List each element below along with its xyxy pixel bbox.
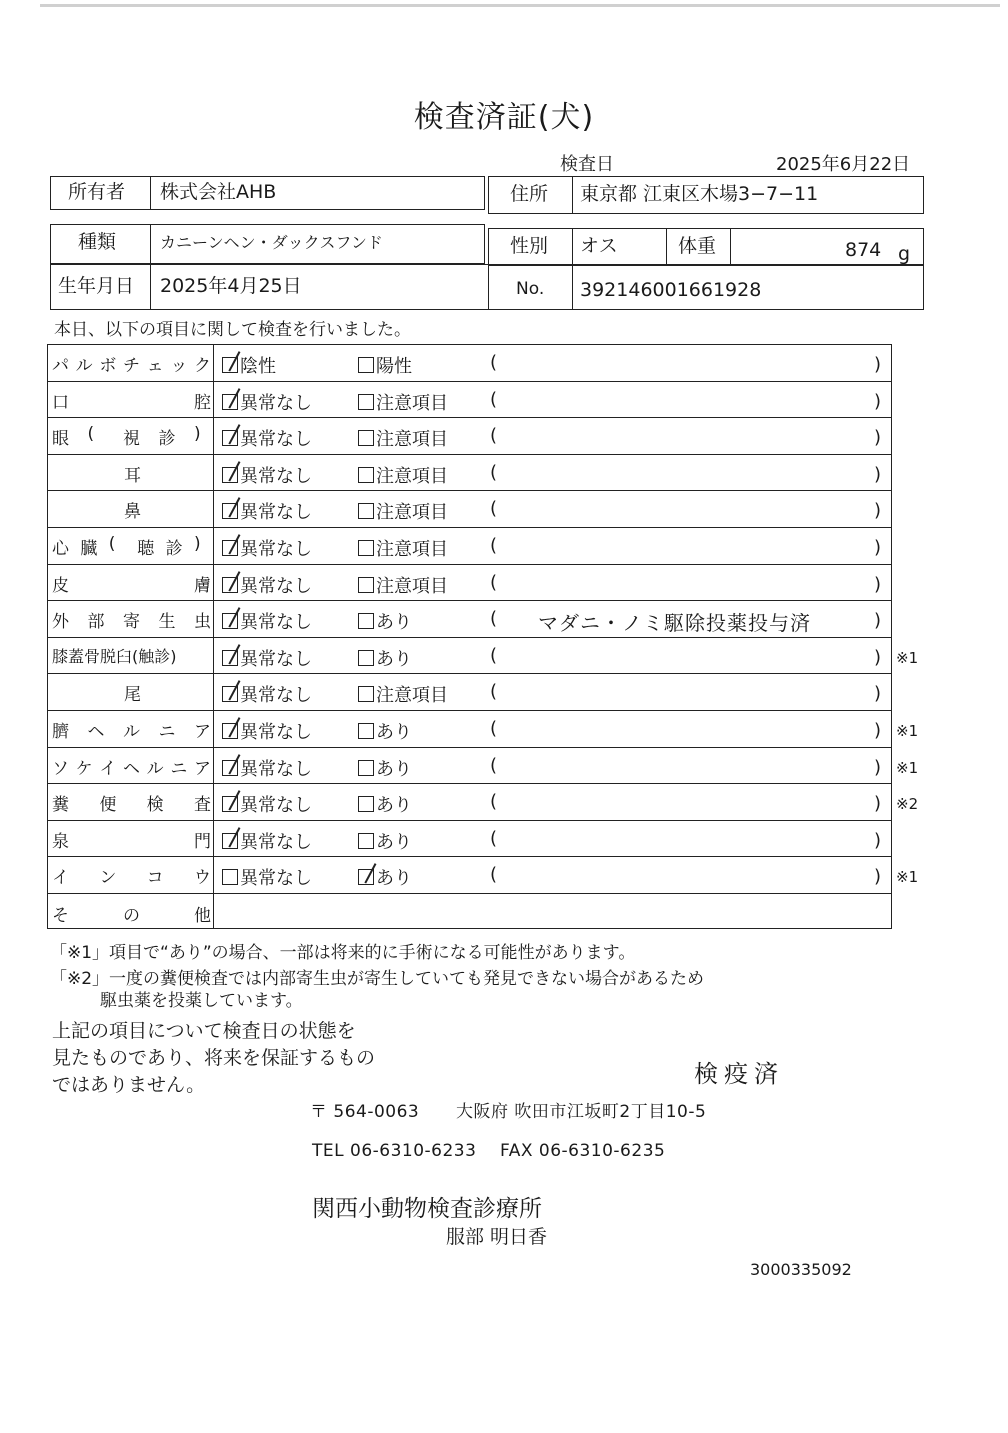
option-label: 陰性	[240, 356, 276, 377]
paren-close: )	[874, 427, 882, 449]
paren-open: (	[490, 498, 498, 520]
grid-row-line	[47, 673, 892, 674]
item-label-glyphs: 眼 ( 視 診 )	[52, 424, 201, 450]
paren-open: (	[490, 388, 498, 410]
divider	[730, 228, 731, 266]
vet-name: 服部 明日香	[446, 1226, 548, 1248]
item-label-glyphs: 糞 便 検 査	[52, 795, 211, 816]
paren-open: (	[490, 608, 498, 630]
divider	[488, 264, 489, 310]
option-label: 注意項目	[376, 502, 448, 524]
footnote-mark: ※1	[896, 868, 919, 887]
option-normal[interactable]	[222, 828, 312, 854]
option-normal[interactable]	[222, 608, 312, 634]
option-normal[interactable]	[222, 535, 312, 561]
checkbox-icon[interactable]	[358, 686, 374, 702]
option-label: 異常なし	[240, 392, 312, 414]
grid-row-line	[47, 893, 892, 894]
footnote-mark: ※2	[896, 795, 919, 814]
paren-open: (	[490, 461, 498, 483]
other-label: そ の 他	[52, 906, 211, 926]
option-normal[interactable]	[222, 389, 312, 415]
divider	[666, 228, 667, 266]
paren-close: )	[874, 537, 882, 558]
paren-open: (	[490, 791, 498, 813]
option-normal[interactable]	[222, 791, 312, 817]
checkbox-icon[interactable]	[222, 796, 238, 812]
checkbox-icon[interactable]	[358, 430, 374, 446]
checkbox-icon[interactable]	[358, 723, 374, 739]
option-abnormal[interactable]	[358, 498, 448, 524]
scan-edge	[40, 4, 1000, 7]
owner-value: 株式会社AHB	[160, 181, 277, 203]
option-label: 異常なし	[240, 539, 312, 560]
paren-close: )	[874, 793, 882, 815]
divider	[150, 176, 151, 210]
divider	[572, 228, 573, 266]
checkbox-icon[interactable]	[222, 869, 238, 885]
option-abnormal[interactable]	[358, 572, 448, 598]
option-abnormal[interactable]	[358, 864, 412, 890]
weight-unit: g	[898, 243, 911, 265]
checkbox-icon[interactable]	[222, 833, 238, 849]
option-label: 異常なし	[240, 685, 312, 707]
weight-label: 体重	[678, 235, 717, 257]
checkbox-icon[interactable]	[222, 503, 238, 519]
paren-open: (	[490, 864, 498, 886]
option-abnormal[interactable]	[358, 791, 412, 817]
item-label-glyphs: 尾	[124, 685, 141, 706]
item-label-glyphs: ソ ケ イ ヘ ル ニ ア	[52, 758, 211, 779]
weight-value: 874	[845, 239, 882, 261]
checkbox-icon[interactable]	[222, 394, 238, 410]
footnote-mark: ※1	[896, 758, 919, 777]
item-label-glyphs: パ ル ボ チ ェ ッ ク	[52, 356, 211, 376]
option-label: 注意項目	[376, 429, 448, 451]
option-label: 異常なし	[240, 648, 312, 670]
checkbox-icon[interactable]	[358, 577, 374, 593]
clinic-name: 関西小動物検査診療所	[312, 1196, 542, 1222]
option-label: あり	[376, 722, 412, 743]
option-normal[interactable]	[222, 572, 312, 598]
option-normal[interactable]	[222, 425, 312, 451]
disclaimer-line-2: 見たものであり、将来を保証するもの	[52, 1047, 376, 1069]
grid-row-line	[47, 637, 892, 638]
paren-close: )	[874, 756, 882, 778]
option-label: 注意項目	[376, 465, 448, 487]
option-abnormal[interactable]	[358, 462, 448, 488]
option-abnormal[interactable]	[358, 535, 448, 561]
paren-close: )	[874, 683, 882, 705]
checkbox-icon[interactable]	[222, 467, 238, 483]
checkbox-icon[interactable]	[358, 650, 374, 666]
checkbox-icon[interactable]	[222, 650, 238, 666]
grid-row-line	[47, 564, 892, 565]
option-label: 注意項目	[376, 392, 448, 414]
no-label: No.	[516, 279, 545, 299]
option-label: あり	[376, 648, 412, 670]
owner-label: 所有者	[68, 181, 126, 203]
option-normal[interactable]	[222, 645, 312, 671]
paren-close: )	[874, 866, 882, 888]
quarantine-stamp: 検疫済	[694, 1060, 784, 1088]
birth-value: 2025年4月25日	[160, 275, 302, 297]
paren-open: (	[490, 827, 498, 849]
address-label: 住所	[510, 183, 549, 205]
checkbox-icon[interactable]	[222, 686, 238, 702]
option-abnormal[interactable]	[358, 718, 412, 744]
option-label: 注意項目	[376, 539, 448, 560]
page-title: 検査済証(犬)	[413, 100, 595, 135]
option-label: 異常なし	[240, 831, 312, 853]
checkbox-icon[interactable]	[358, 503, 374, 519]
option-label: 異常なし	[240, 429, 312, 451]
paren-close: )	[874, 646, 882, 668]
item-label-glyphs: イ ン コ ウ	[52, 868, 211, 889]
grid-row-line	[47, 490, 892, 491]
grid-row-line	[47, 710, 892, 711]
paren-close: )	[874, 720, 882, 741]
option-label: あり	[376, 795, 412, 817]
option-label: 異常なし	[240, 868, 312, 890]
checkbox-icon[interactable]	[222, 613, 238, 629]
option-label: 注意項目	[376, 685, 448, 707]
sex-label: 性別	[510, 235, 549, 257]
postal-code: 〒 564-0063	[310, 1102, 420, 1122]
disclaimer-line-1: 上記の項目について検査日の状態を	[52, 1020, 356, 1042]
option-label: 異常なし	[240, 502, 312, 524]
paren-close: )	[874, 354, 882, 375]
checkbox-icon[interactable]	[222, 577, 238, 593]
grid-row-line	[47, 527, 892, 528]
divider	[572, 264, 573, 310]
grid-row-line	[47, 381, 892, 382]
birth-label: 生年月日	[58, 275, 135, 297]
checkbox-icon[interactable]	[358, 833, 374, 849]
paren-close: )	[874, 610, 882, 632]
no-value: 392146001661928	[580, 279, 762, 301]
checkbox-icon[interactable]	[222, 540, 238, 556]
item-label-glyphs: 膝蓋骨脱臼(触診)	[52, 646, 177, 666]
checkbox-icon[interactable]	[358, 613, 374, 629]
option-normal[interactable]	[222, 718, 312, 744]
divider	[150, 264, 151, 310]
item-label-glyphs: 心 臓 ( 聴 診 )	[52, 534, 201, 559]
checkbox-icon[interactable]	[358, 796, 374, 812]
option-label: 異常なし	[240, 465, 312, 487]
sex-value: オス	[580, 235, 618, 257]
option-normal[interactable]	[222, 681, 312, 707]
checkbox-icon[interactable]	[222, 723, 238, 739]
grid-row-line	[47, 856, 892, 857]
checkbox-icon[interactable]	[358, 467, 374, 483]
checkbox-icon[interactable]	[358, 357, 374, 373]
document-number: 3000335092	[750, 1260, 852, 1279]
option-abnormal[interactable]	[358, 608, 412, 634]
footnote-mark: ※1	[896, 648, 919, 667]
grid-row-line	[47, 454, 892, 455]
paren-close: )	[874, 463, 882, 485]
grid-row-line	[47, 820, 892, 821]
paren-open: (	[490, 644, 498, 666]
note-1: 「※1」項目で“あり”の場合、一部は将来的に手術になる可能性があります。	[50, 943, 636, 963]
paren-open: (	[490, 352, 498, 373]
divider	[150, 224, 151, 264]
paren-open: (	[490, 754, 498, 776]
paren-open: (	[490, 425, 498, 447]
clinic-fax: FAX 06-6310-6235	[500, 1141, 666, 1161]
option-abnormal[interactable]	[358, 425, 448, 451]
paren-close: )	[874, 390, 882, 412]
clinic-address: 大阪府 吹田市江坂町2丁目10-5	[456, 1102, 707, 1122]
clinic-tel: TEL 06-6310-6233	[312, 1141, 477, 1161]
disclaimer-line-3: ではありません。	[52, 1074, 206, 1096]
option-abnormal[interactable]	[358, 755, 412, 781]
paren-close: )	[874, 573, 882, 595]
checkbox-icon[interactable]	[358, 540, 374, 556]
checkbox-icon[interactable]	[358, 869, 374, 885]
divider	[572, 176, 573, 214]
address-value: 東京都 江東区木場3−7−11	[580, 183, 819, 205]
paren-open: (	[490, 535, 498, 556]
option-abnormal[interactable]	[358, 681, 448, 707]
checkbox-icon[interactable]	[358, 394, 374, 410]
option-label: あり	[376, 758, 412, 780]
breed-label: 種類	[78, 231, 117, 253]
item-label-glyphs: 耳	[124, 465, 141, 486]
option-normal[interactable]	[222, 498, 312, 524]
paren-close: )	[874, 829, 882, 851]
paren-open: (	[490, 571, 498, 593]
breed-value: カニーンヘン・ダックスフンド	[160, 233, 383, 252]
grid-row-line	[47, 600, 892, 601]
option-label: 注意項目	[376, 575, 448, 597]
option-normal[interactable]	[222, 755, 312, 781]
exam-date-label: 検査日	[560, 154, 614, 175]
option-label: 陽性	[376, 356, 412, 377]
option-label: あり	[376, 612, 412, 634]
exam-date: 2025年6月22日	[776, 154, 911, 175]
option-abnormal[interactable]	[358, 352, 412, 378]
checkbox-icon[interactable]	[358, 760, 374, 776]
item-remark: マダニ・ノミ駆除投薬投与済	[538, 611, 811, 636]
item-label-glyphs: 皮 膚	[52, 575, 211, 596]
option-label: あり	[376, 831, 412, 853]
option-abnormal[interactable]	[358, 389, 448, 415]
paren-close: )	[874, 500, 882, 522]
grid-row-line	[47, 783, 892, 784]
checkbox-icon[interactable]	[222, 430, 238, 446]
option-abnormal[interactable]	[358, 645, 412, 671]
option-label: あり	[376, 868, 412, 890]
item-label-glyphs: 外 部 寄 生 虫	[52, 612, 211, 633]
item-label-glyphs: 臍 ヘ ル ニ ア	[52, 722, 211, 742]
footnote-mark: ※1	[896, 722, 919, 740]
option-normal[interactable]	[222, 352, 276, 378]
note-2-line-1: 「※2」一度の糞便検査では内部寄生虫が寄生していても発見できない場合があるため	[50, 969, 705, 989]
item-label-glyphs: 鼻	[124, 502, 141, 523]
grid-row-line	[47, 747, 892, 748]
intro-text: 本日、以下の項目に関して検査を行いました。	[54, 320, 411, 340]
paren-open: (	[490, 681, 498, 703]
paren-open: (	[490, 718, 498, 739]
item-label-glyphs: 泉 門	[52, 831, 211, 852]
note-2-line-2: 駆虫薬を投薬しています。	[100, 991, 303, 1011]
checkbox-icon[interactable]	[222, 760, 238, 776]
option-normal[interactable]	[222, 864, 312, 890]
option-label: 異常なし	[240, 722, 312, 743]
option-label: 異常なし	[240, 612, 312, 634]
item-label-glyphs: 口 腔	[52, 392, 211, 413]
option-label: 異常なし	[240, 575, 312, 597]
option-label: 異常なし	[240, 758, 312, 780]
checkbox-icon[interactable]	[222, 357, 238, 373]
option-label: 異常なし	[240, 795, 312, 817]
option-abnormal[interactable]	[358, 828, 412, 854]
grid-row-line	[47, 417, 892, 418]
option-normal[interactable]	[222, 462, 312, 488]
